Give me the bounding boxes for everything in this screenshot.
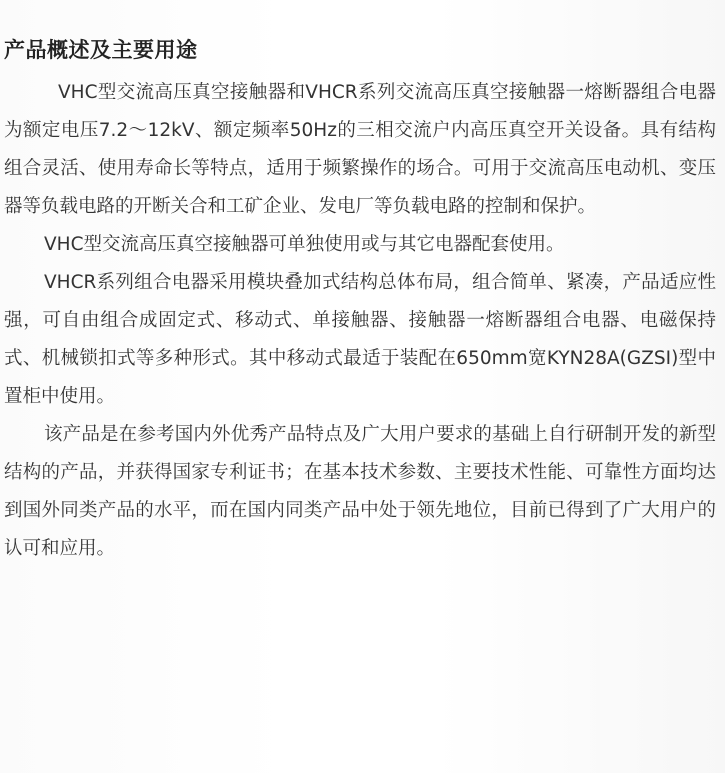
section-title: 产品概述及主要用途 (4, 38, 198, 62)
paragraph-development: 该产品是在参考国内外优秀产品特点及广大用户要求的基础上自行研制开发的新型结构的产品，并获得国家专利证书；在基本技术参数、主要技术性能、可靠性方面均达到国外同类产品的水平，而在国内同类产品中处于领先地位，目前已得到了广大用户的认可和应用。 (4, 424, 716, 559)
paragraph-overview: VHC型交流高压真空接触器和VHCR系列交流高压真空接触器一熔断器组合电器为额定电压7.2～12kV、额定频率50Hz的三相交流户内高压真空开关设备。具有结构组合灵活、使用寿命长等特点，适用于频繁操作的场合。可用于交流高压电动机、变压器等负载电路的开断关合和工矿企业、发电厂等负载电路的控制和保护。 (4, 82, 716, 217)
body-text (4, 74, 716, 568)
paragraph-vhc-usage: VHC型交流高压真空接触器可单独使用或与其它电器配套使用。 (44, 234, 565, 255)
paragraph-vhcr-structure: VHCR系列组合电器采用模块叠加式结构总体布局，组合简单、紧凑，产品适应性强，可自由组合成固定式、移动式、单接触器、接触器一熔断器组合电器、电磁保持式、机械锁扣式等多种形式。其中移动式最适于装配在650mm宽KYN28A(GZSI)型中置柜中使用。 (4, 272, 716, 407)
